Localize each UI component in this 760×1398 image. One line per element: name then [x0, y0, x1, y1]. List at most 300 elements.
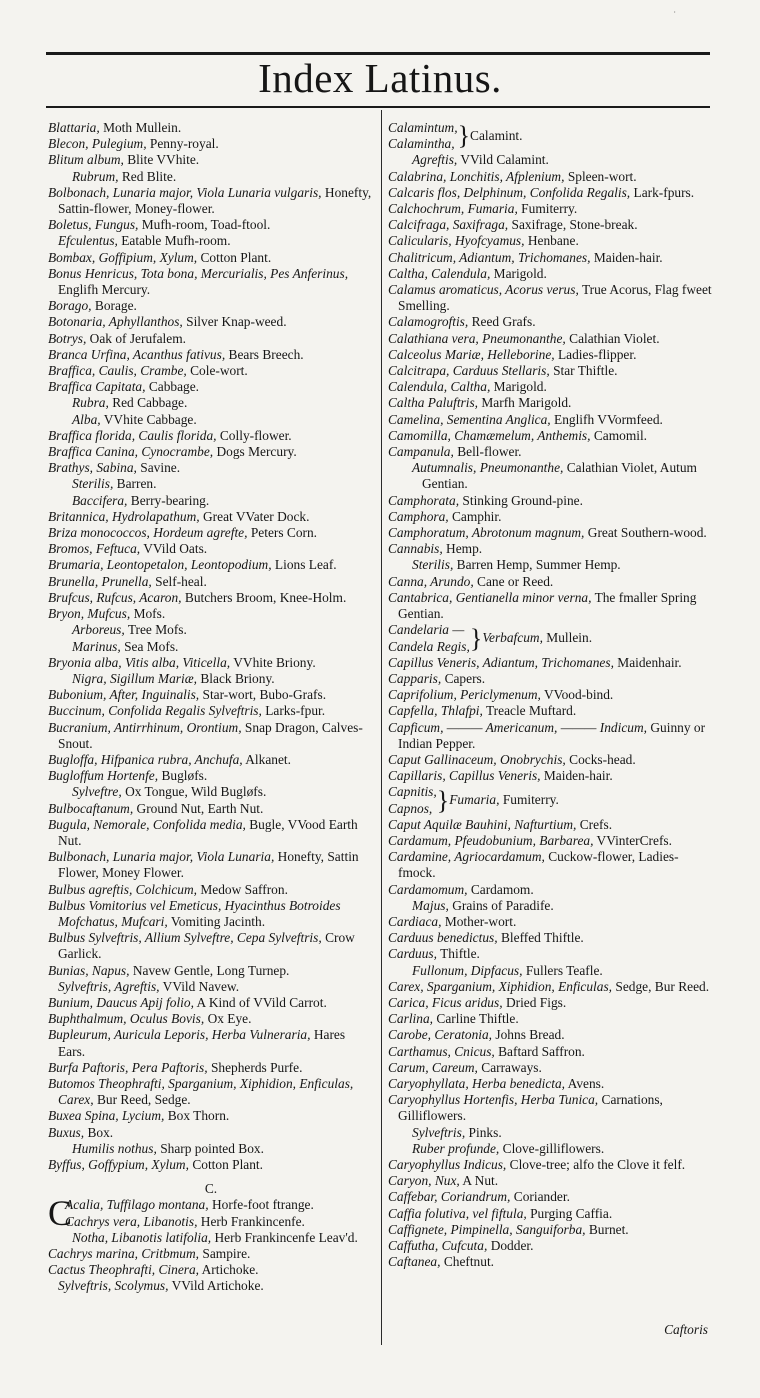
entry-english: Camphir. — [452, 508, 502, 524]
entry-english: Guinny or Indian Pepper. — [398, 719, 706, 751]
left-column — [48, 120, 374, 1295]
entry-english: Eatable Mufh-room. — [121, 233, 231, 249]
entry-english: Horfe-foot ftrange. — [211, 1197, 314, 1213]
index-entry — [48, 817, 374, 849]
index-entry — [388, 1044, 712, 1060]
entry-latin: Calamintum, — [388, 120, 458, 135]
index-entry — [48, 752, 374, 768]
entry-latin: Cardamine, Agriocardamum, — [388, 849, 545, 865]
entry-english: Dogs Mercury. — [216, 444, 297, 460]
entry-latin: Braffica, Caulis, Crambe, — [48, 363, 187, 379]
entry-english: Penny-royal. — [149, 136, 219, 152]
entry-latin: Buccinum, Confolida Regalis Sylveftris, — [48, 703, 262, 719]
entry-latin: Capnos, — [388, 800, 433, 816]
entry-english: Ground Nut, Earth Nut. — [136, 800, 264, 816]
entry-latin: Calathiana vera, Pneumonanthe, — [388, 330, 566, 346]
index-entry — [48, 525, 374, 541]
entry-latin: Cardamum, Pfeudobunium, Barbarea, — [388, 832, 594, 848]
index-entry — [48, 606, 374, 622]
index-entry — [388, 412, 712, 428]
index-entry — [388, 395, 712, 411]
entry-latin: Caftanea, — [388, 1254, 441, 1270]
entry-english: Treacle Muftard. — [485, 703, 577, 719]
entry-latin: Capficum, ——— Americanum, ——— Indicum, — [388, 719, 648, 735]
entry-latin: Blecon, Pulegium, — [48, 136, 147, 152]
entry-english: Fumiterry. — [502, 792, 559, 808]
entry-english: Red Blite. — [121, 168, 177, 184]
entry-english: VVild Navew. — [162, 978, 240, 994]
entry-english: Larks-fpur. — [265, 703, 326, 719]
entry-english: Mofs. — [133, 606, 166, 622]
entry-english: Cardamom. — [470, 881, 534, 897]
entry-latin: Caryophyllus Hortenfis, Herba Tunica, — [388, 1092, 599, 1108]
entry-english: Bell-flower. — [457, 444, 522, 460]
entry-latin: Capillus Veneris, Adiantum, Trichomanes, — [388, 654, 614, 670]
entry-english: Pinks. — [468, 1124, 502, 1140]
entry-latin: Caryophyllata, Herba benedicta, — [388, 1075, 566, 1091]
entry-latin: Bulbus agreftis, Colchicum, — [48, 881, 198, 897]
entry-latin: Caryophyllus Indicus, — [388, 1157, 507, 1172]
entry-english: Clove-gilliflowers. — [502, 1140, 605, 1156]
index-entry — [48, 1060, 374, 1076]
entry-english: A Nut. — [462, 1173, 499, 1189]
index-entry — [388, 444, 712, 460]
entry-english: VVinterCrefs. — [596, 832, 672, 848]
index-entry — [388, 1060, 712, 1076]
entry-english: Bugløfs. — [161, 768, 208, 784]
index-entry — [48, 250, 374, 266]
entry-latin: Sterilis, — [72, 476, 114, 492]
entry-english: Ox Tongue, Wild Bugløfs. — [125, 784, 267, 800]
index-entry — [48, 1157, 374, 1173]
page-title: Index Latinus. — [258, 55, 502, 101]
entry-latin: Carobe, Ceratonia, — [388, 1027, 493, 1043]
index-entry — [388, 946, 712, 962]
entry-latin: Bugula, Nemorale, Confolida media, — [48, 816, 246, 832]
entry-english: Thiftle. — [440, 946, 480, 962]
index-entry — [388, 930, 712, 946]
entry-latin: Verbafcum, — [482, 630, 543, 646]
entry-latin: Calceolus Mariæ, Helleborine, — [388, 346, 555, 362]
index-entry — [48, 217, 374, 233]
entry-english: Stinking Ground-pine. — [462, 492, 583, 508]
right-column — [388, 120, 712, 1270]
entry-latin: Brathys, Sabina, — [48, 460, 137, 476]
entry-english: Maiden-hair. — [593, 249, 663, 265]
entry-english: VVhite Briony. — [233, 654, 316, 670]
entry-latin: Blattaria, — [48, 120, 100, 135]
entry-english: Lark-fpurs. — [633, 184, 695, 200]
entry-english: Blite VVhite. — [127, 152, 200, 168]
entry-latin: Botonaria, Aphyllanthos, — [48, 314, 183, 330]
entry-english: VVild Oats. — [143, 541, 208, 557]
index-entry — [48, 1108, 374, 1124]
entry-english: Sampire. — [202, 1246, 251, 1262]
entry-latin: Camphora, — [388, 508, 449, 524]
entry-english: Marigold. — [493, 265, 547, 281]
entry-english: Avens. — [567, 1075, 605, 1091]
entry-latin: Caprifolium, Periclymenum, — [388, 687, 541, 703]
index-entry — [388, 1092, 712, 1124]
index-entry — [388, 347, 712, 363]
entry-english: Ox Eye. — [207, 1011, 252, 1027]
index-entry — [48, 1011, 374, 1027]
entry-english: Spleen-wort. — [567, 168, 637, 184]
entry-latin: Cardamomum, — [388, 881, 468, 897]
entry-english: Savine. — [140, 460, 181, 476]
index-entry — [48, 136, 374, 152]
entry-english: Star Thiftle. — [553, 363, 618, 379]
index-entry — [48, 639, 374, 655]
entry-english: Calathian Violet. — [569, 330, 660, 346]
index-entry — [388, 979, 712, 995]
entry-english: VVild Artichoke. — [171, 1278, 264, 1294]
entry-english: Cotton Plant. — [200, 249, 272, 265]
entry-english: Bugle, VVood Earth Nut. — [58, 816, 358, 848]
entry-latin: Calamintha, — [388, 136, 455, 152]
index-entry — [388, 590, 712, 622]
entry-latin: Sylveftre, — [72, 784, 122, 800]
entry-latin: Capparis, — [388, 670, 442, 686]
entry-english: Henbane. — [527, 233, 579, 249]
entry-latin: Marinus, — [72, 638, 121, 654]
index-entry — [48, 979, 374, 995]
entry-english: Bears Breech. — [228, 346, 304, 362]
index-entry — [48, 120, 374, 136]
index-entry — [48, 233, 374, 249]
index-entry — [48, 331, 374, 347]
index-entry-braced — [388, 622, 712, 654]
index-entry — [48, 720, 374, 752]
index-entry-braced — [388, 784, 712, 816]
entry-latin: Bulbonach, Lunaria major, Viola Lunaria, — [48, 849, 275, 865]
entry-english: Carnations, Gilliflowers. — [398, 1092, 663, 1124]
entry-latin: Sylveftris, Scolymus, — [58, 1278, 169, 1294]
entry-latin: Bryon, Mufcus, — [48, 606, 131, 622]
entry-english: Cuckow-flower, Ladies-fmock. — [398, 849, 679, 881]
entry-latin: Braffica florida, Caulis florida, — [48, 427, 217, 443]
index-entry — [388, 768, 712, 784]
entry-english: Borage. — [94, 298, 137, 314]
entry-english: VVhite Cabbage. — [103, 411, 197, 427]
index-entry — [388, 817, 712, 833]
entry-latin-pair — [388, 120, 458, 152]
entry-latin: Britannica, Hydrolapathum, — [48, 508, 200, 524]
entry-latin: Bupleurum, Auricula Leporis, Herba Vulneraria, — [48, 1027, 311, 1043]
entry-latin: Blitum album, — [48, 152, 124, 168]
entry-latin: Rubra, — [72, 395, 109, 411]
brace-symbol: } — [436, 785, 450, 815]
entry-english: Herb Frankincenfe Leav'd. — [214, 1229, 358, 1245]
index-entry — [388, 671, 712, 687]
entry-latin: Boletus, Fungus, — [48, 217, 139, 233]
index-entry — [48, 460, 374, 476]
index-entry — [388, 314, 712, 330]
entry-latin: Caput Gallinaceum, Onobrychis, — [388, 751, 566, 767]
entry-latin: Bunium, Daucus Apij folio, — [48, 994, 194, 1010]
entry-latin: Borago, — [48, 298, 92, 314]
left-c-entry-list — [48, 1214, 374, 1295]
entry-latin: Caffebar, Coriandrum, — [388, 1189, 511, 1205]
entry-latin: Camphorata, — [388, 492, 460, 508]
entry-latin: Sylveftris, Agreftis, — [58, 978, 160, 994]
index-entry — [388, 1125, 712, 1141]
entry-english: Cabbage. — [148, 379, 200, 395]
entry-latin: Bulbus Vomitorius vel Emeticus, Hyacinthus Botroides Mofchatus, Mufcari, — [48, 897, 341, 929]
entry-english: Maiden-hair. — [543, 768, 613, 784]
index-entry — [388, 266, 712, 282]
index-entry — [48, 671, 374, 687]
index-entry — [48, 995, 374, 1011]
index-entry — [388, 152, 712, 168]
index-entry — [48, 574, 374, 590]
entry-english: Saxifrage, Stone-break. — [511, 217, 638, 233]
entry-english: Hemp. — [446, 541, 483, 557]
entry-latin: Bulbus Sylveftris, Allium Sylveftre, Cepa Sylveftris, — [48, 930, 322, 946]
entry-english: Bleffed Thiftle. — [500, 930, 584, 946]
entry-latin: Bryonia alba, Vitis alba, Viticella, — [48, 654, 231, 670]
entry-english: Cheftnut. — [443, 1254, 495, 1270]
entry-latin: Caffia folutiva, vel fiftula, — [388, 1205, 527, 1221]
entry-english: Snap Dragon, Calves-Snout. — [58, 719, 363, 751]
index-entry — [388, 185, 712, 201]
index-entry — [48, 541, 374, 557]
entry-english: True Acorus, Flag fweet Smelling. — [398, 282, 712, 314]
index-entry — [48, 298, 374, 314]
entry-latin: Chalitricum, Adiantum, Trichomanes, — [388, 249, 591, 265]
index-entry — [388, 752, 712, 768]
entry-latin: Calamogroftis, — [388, 314, 469, 330]
entry-latin: Camelina, Sementina Anglica, — [388, 411, 551, 427]
entry-latin: Autumnalis, Pneumonanthe, — [412, 460, 564, 476]
entry-latin: Calendula, Caltha, — [388, 379, 491, 395]
index-entry — [388, 1238, 712, 1254]
entry-english: Grains of Paradife. — [452, 897, 554, 913]
entry-latin: Carduus benedictus, — [388, 930, 498, 946]
brace-symbol: } — [469, 623, 483, 653]
entry-english: Mother-wort. — [444, 913, 517, 929]
index-entry — [388, 720, 712, 752]
entry-latin: Campanula, — [388, 444, 454, 460]
entry-english: The fmaller Spring Gentian. — [398, 589, 697, 622]
entry-latin-pair — [388, 622, 470, 654]
index-entry — [48, 476, 374, 492]
entry-english: Capers. — [444, 670, 486, 686]
entry-english: Dodder. — [490, 1238, 534, 1254]
entry-latin: Brunella, Prunella, — [48, 573, 152, 589]
index-entry — [388, 833, 712, 849]
index-entry — [48, 801, 374, 817]
entry-english: Herb Frankincenfe. — [200, 1213, 305, 1229]
entry-english: Baftard Saffron. — [498, 1043, 585, 1059]
entry-latin: Cantabrica, Gentianella minor verna, — [388, 589, 592, 605]
entry-english: Star-wort, Bubo-Grafs. — [202, 687, 327, 703]
entry-english: Calamint. — [470, 128, 523, 144]
entry-latin: Nigra, Sigillum Mariæ, — [72, 670, 197, 686]
entry-english: Crefs. — [579, 816, 613, 832]
entry-latin: Bunias, Napus, — [48, 962, 130, 978]
entry-english: Englifh Mercury. — [58, 282, 151, 298]
entry-latin: Bugloffa, Hifpanica rubra, Anchufa, — [48, 751, 243, 767]
entry-english: Marigold. — [493, 379, 547, 395]
entry-english: Box Thorn. — [167, 1108, 230, 1124]
index-entry — [388, 217, 712, 233]
entry-latin: Capillaris, Capillus Veneris, — [388, 768, 541, 784]
index-entry — [388, 250, 712, 266]
index-entry — [48, 882, 374, 898]
entry-latin: Acalia, Tuffilago montana, — [65, 1197, 209, 1213]
index-entry — [48, 557, 374, 573]
index-entry — [48, 347, 374, 363]
entry-latin: Arboreus, — [72, 622, 125, 638]
entry-english: Marfh Marigold. — [481, 395, 572, 411]
entry-latin: Caltha, Calendula, — [388, 265, 491, 281]
entry-latin: Capfella, Thlafpi, — [388, 703, 483, 719]
entry-latin: Buxea Spina, Lycium, — [48, 1108, 165, 1124]
index-entry — [48, 363, 374, 379]
entry-latin: Brumaria, Leontopetalon, Leontopodium, — [48, 557, 272, 573]
entry-english: Hares Ears. — [58, 1027, 346, 1059]
entry-latin: Bonus Henricus, Tota bona, Mercurialis, Pes Anferinus, — [48, 265, 349, 281]
entry-latin: Caffutha, Cufcuta, — [388, 1238, 488, 1254]
index-entry — [388, 541, 712, 557]
entry-latin: Branca Urfina, Acanthus fativus, — [48, 346, 226, 362]
entry-english: Cole-wort. — [190, 363, 248, 379]
index-entry — [388, 379, 712, 395]
entry-latin: Sylveftris, — [412, 1124, 466, 1140]
entry-latin: Caryon, Nux, — [388, 1173, 460, 1189]
column-divider — [381, 110, 382, 1345]
entry-english: Mufh-room, Toad-ftool. — [141, 217, 271, 233]
entry-english: Sharp pointed Box. — [160, 1140, 264, 1156]
entry-latin: Briza monococcos, Hordeum agrefte, — [48, 525, 248, 541]
index-entry — [388, 1141, 712, 1157]
index-entry — [388, 233, 712, 249]
index-entry — [48, 963, 374, 979]
entry-latin: Alba, — [72, 411, 101, 427]
entry-english: Shepherds Purfe. — [210, 1059, 303, 1075]
index-entry — [388, 493, 712, 509]
index-entry — [388, 428, 712, 444]
index-entry — [388, 703, 712, 719]
entry-english: Colly-flower. — [219, 427, 292, 443]
entry-latin: Agreftis, — [412, 152, 458, 168]
right-entry-list — [388, 817, 712, 1271]
entry-english: Barren. — [116, 476, 157, 492]
entry-latin: Brufcus, Rufcus, Acaron, — [48, 589, 182, 605]
index-entry — [388, 460, 712, 492]
entry-latin: Carica, Ficus aridus, — [388, 994, 503, 1010]
entry-latin: Rubrum, — [72, 168, 119, 184]
index-entry — [388, 201, 712, 217]
entry-latin: Fullonum, Dipfacus, — [412, 962, 523, 978]
entry-english: Cotton Plant. — [192, 1157, 263, 1172]
entry-english: Silver Knap-weed. — [186, 314, 287, 330]
entry-english: Cocks-head. — [569, 751, 636, 767]
entry-latin: Buxus, — [48, 1124, 85, 1140]
index-entry — [388, 1222, 712, 1238]
entry-latin: Camomilla, Chamæmelum, Anthemis, — [388, 427, 591, 443]
index-entry — [48, 930, 374, 962]
entry-latin: Candela Regis, — [388, 638, 470, 654]
entry-latin: Bugloffum Hortenfe, — [48, 768, 159, 784]
index-entry — [388, 1076, 712, 1092]
entry-english: Bur Reed, Sedge. — [96, 1092, 191, 1108]
entry-english: Ladies-flipper. — [557, 346, 637, 362]
entry-english: Carline Thiftle. — [436, 1011, 519, 1027]
entry-latin: Canna, Arundo, — [388, 573, 474, 589]
entry-latin: Calabrina, Lonchitis, Afplenium, — [388, 168, 565, 184]
index-entry — [388, 331, 712, 347]
entry-english: Carraways. — [481, 1059, 542, 1075]
page-speck: · — [673, 8, 676, 17]
entry-latin: Fumaria, — [449, 792, 500, 808]
entry-english: Reed Grafs. — [471, 314, 536, 330]
index-entry — [388, 525, 712, 541]
entry-latin: Carlina, — [388, 1011, 434, 1027]
right-entry-list — [388, 152, 712, 622]
entry-latin: Cachrys vera, Libanotis, — [65, 1213, 198, 1229]
entry-latin: Butomos Theophrafti, Sparganium, Xiphidion, Enficulas, Carex, — [48, 1075, 354, 1108]
entry-english: Cane or Reed. — [477, 573, 554, 589]
index-entry — [388, 557, 712, 573]
index-entry — [48, 1141, 374, 1157]
index-entry — [48, 1230, 374, 1246]
index-entry — [48, 266, 374, 298]
index-entry — [388, 914, 712, 930]
left-entry-list — [48, 120, 374, 1173]
index-entry — [388, 1206, 712, 1222]
entry-english: Artichoke. — [201, 1262, 259, 1278]
index-entry — [48, 412, 374, 428]
entry-latin: Calcitrapa, Carduus Stellaris, — [388, 363, 550, 379]
index-entry — [388, 849, 712, 881]
entry-english: A Kind of VVild Carrot. — [196, 994, 327, 1010]
index-entry — [388, 995, 712, 1011]
entry-latin: Notha, Libanotis latifolia, — [72, 1229, 212, 1245]
entry-latin: Byffus, Goffypium, Xylum, — [48, 1157, 189, 1172]
entry-english: Dried Figs. — [505, 994, 567, 1010]
entry-latin: Bromos, Feftuca, — [48, 541, 141, 557]
entry-latin: Calicularis, Hyofcyamus, — [388, 233, 525, 249]
index-entry — [388, 509, 712, 525]
entry-english: Fullers Teafle. — [525, 962, 603, 978]
entry-english: Sea Mofs. — [124, 638, 179, 654]
index-entry — [48, 1278, 374, 1294]
entry-latin: Braffica Capitata, — [48, 379, 146, 395]
entry-english: Alkanet. — [245, 751, 292, 767]
index-entry — [48, 169, 374, 185]
entry-english: VVild Calamint. — [460, 152, 549, 168]
index-entry — [48, 768, 374, 784]
entry-latin: Camphoratum, Abrotonum magnum, — [388, 525, 585, 541]
index-entry — [48, 1027, 374, 1059]
index-entry — [388, 1254, 712, 1270]
entry-latin: Ruber profunde, — [412, 1140, 500, 1156]
entry-english: Maidenhair. — [617, 654, 682, 670]
entry-latin: Carduus, — [388, 946, 437, 962]
entry-latin: Majus, — [412, 897, 449, 913]
index-entry — [48, 314, 374, 330]
section-heading-c: C. — [204, 1181, 218, 1197]
index-entry — [388, 963, 712, 979]
entry-english: Johns Bread. — [495, 1027, 565, 1043]
entry-english: Camomil. — [593, 427, 648, 443]
entry-latin: Caltha Paluftris, — [388, 395, 479, 411]
entry-latin: Cannabis, — [388, 541, 443, 557]
entry-latin: Sterilis, — [412, 557, 454, 573]
index-entry — [388, 574, 712, 590]
